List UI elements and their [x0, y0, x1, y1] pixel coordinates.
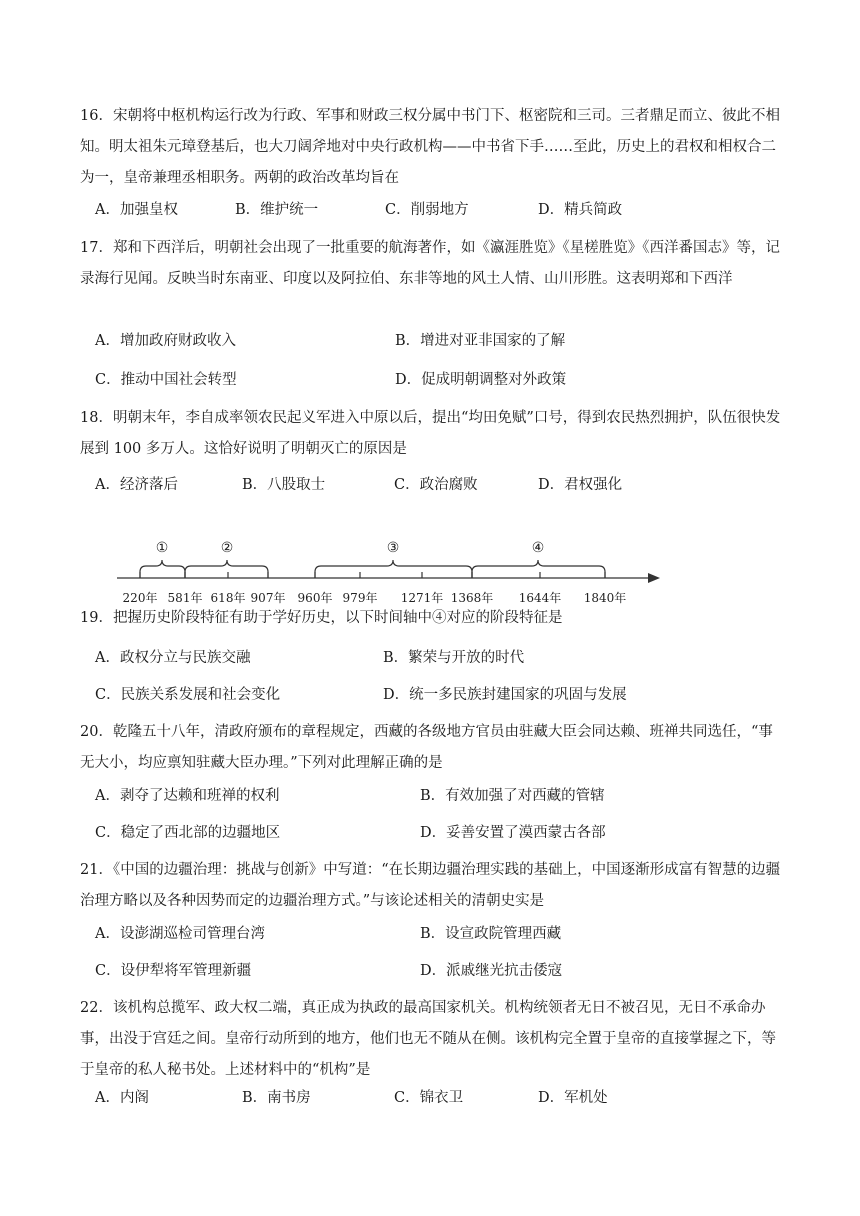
question-22-stem: 22．该机构总揽军、政大权二端，真正成为执政的最高国家机关。机构统领者无日不被召见，无日不承命办事，出没于宫廷之间。皇帝行动所到的地方，他们也无不随从在侧。该机构完全置于皇帝的直接掌握之下，等于皇帝的私人秘书处。上述材料中的“机构”是	[80, 1000, 776, 1078]
q21-option-c[interactable]: C．设伊犁将军管理新疆	[95, 963, 252, 979]
question-21-stem: 21．《中国的边疆治理：挑战与创新》中写道：“在长期边疆治理实践的基础上，中国逐渐形成富有智慧的边疆治理方略以及各种因势而定的边疆治理方式。”与该论述相关的清朝史实是	[80, 862, 781, 909]
tick-label-1644: 1644年	[518, 591, 562, 605]
q16-option-d[interactable]: D．精兵简政	[538, 202, 623, 218]
q19-option-d[interactable]: D．统一多民族封建国家的巩固与发展	[383, 687, 627, 703]
question-20-stem: 20．乾隆五十八年，清政府颁布的章程规定，西藏的各级地方官员由驻藏大臣会同达赖、班禅共同选任，“事无大小，均应禀知驻藏大臣办理。”下列对此理解正确的是	[80, 724, 773, 771]
q19-option-c[interactable]: C．民族关系发展和社会变化	[95, 687, 281, 703]
q22-option-c[interactable]: C．锦衣卫	[394, 1090, 464, 1106]
question-17-stem: 17．郑和下西洋后，明朝社会出现了一批重要的航海著作，如《瀛涯胜览》《星槎胜览》《西洋番国志》等，记录海行见闻。反映当时东南亚、印度以及阿拉伯、东非等地的风土人情、山川形胜。这表明郑和下西洋	[80, 240, 780, 287]
question-19-stem: 19．把握历史阶段特征有助于学好历史，以下时间轴中④对应的阶段特征是	[80, 610, 563, 626]
brace-period-3	[315, 560, 472, 578]
period-label-2: ②	[220, 540, 234, 556]
q21-option-d[interactable]: D．派戚继光抗击倭寇	[420, 963, 563, 979]
q20-option-d[interactable]: D．妥善安置了漠西蒙古各部	[420, 825, 606, 841]
q17-option-b[interactable]: B．增进对亚非国家的了解	[395, 333, 566, 349]
question-18-stem: 18．明朝末年，李自成率领农民起义军进入中原以后，提出“均田免赋”口号，得到农民热烈拥护，队伍很快发展到 100 多万人。这恰好说明了明朝灭亡的原因是	[80, 410, 781, 457]
q22-option-a[interactable]: A．内阁	[95, 1090, 149, 1106]
brace-period-1	[140, 560, 185, 578]
tick-label-220: 220年	[122, 591, 158, 605]
q18-option-b[interactable]: B．八股取士	[242, 477, 326, 493]
period-label-3: ③	[386, 540, 400, 556]
brace-period-2	[185, 560, 268, 578]
tick-label-618: 618年	[210, 591, 246, 605]
tick-label-581: 581年	[167, 591, 203, 605]
tick-label-1271: 1271年	[400, 591, 444, 605]
period-label-1: ①	[155, 540, 169, 556]
brace-period-4	[472, 560, 605, 578]
tick-label-979: 979年	[342, 591, 378, 605]
tick-label-1840: 1840年	[583, 591, 627, 605]
q22-option-d[interactable]: D．军机处	[538, 1090, 608, 1106]
timeline-figure	[110, 528, 670, 610]
timeline-arrow	[648, 573, 660, 583]
q16-option-b[interactable]: B．维护统一	[235, 202, 319, 218]
q18-option-c[interactable]: C．政治腐败	[394, 477, 478, 493]
q21-option-b[interactable]: B．设宣政院管理西藏	[420, 926, 562, 942]
q17-option-c[interactable]: C．推动中国社会转型	[95, 372, 237, 388]
q16-option-c[interactable]: C．削弱地方	[385, 202, 469, 218]
tick-label-907: 907年	[250, 591, 286, 605]
q17-option-d[interactable]: D．促成明朝调整对外政策	[395, 372, 567, 388]
q17-option-a[interactable]: A．增加政府财政收入	[95, 333, 236, 349]
tick-label-1368: 1368年	[450, 591, 494, 605]
q18-option-d[interactable]: D．君权强化	[538, 477, 623, 493]
period-label-4: ④	[531, 540, 545, 556]
q22-option-b[interactable]: B．南书房	[242, 1090, 311, 1106]
q19-option-b[interactable]: B．繁荣与开放的时代	[383, 650, 525, 666]
q18-option-a[interactable]: A．经济落后	[95, 477, 178, 493]
q19-option-a[interactable]: A．政权分立与民族交融	[95, 650, 251, 666]
tick-label-960: 960年	[297, 591, 333, 605]
q21-option-a[interactable]: A．设澎湖巡检司管理台湾	[95, 926, 265, 942]
q20-option-b[interactable]: B．有效加强了对西藏的管辖	[420, 788, 605, 804]
question-16-stem: 16．宋朝将中枢机构运行改为行政、军事和财政三权分属中书门下、枢密院和三司。三者鼎足而立、彼此不相知。明太祖朱元璋登基后，也大刀阔斧地对中央行政机构——中书省下手……至此，历史上的君权和相权合二为一，皇帝兼理丞相职务。两朝的政治改革均旨在	[80, 108, 780, 186]
q20-option-a[interactable]: A．剥夺了达赖和班禅的权利	[95, 788, 280, 804]
q20-option-c[interactable]: C．稳定了西北部的边疆地区	[95, 825, 281, 841]
q16-option-a[interactable]: A．加强皇权	[95, 202, 178, 218]
